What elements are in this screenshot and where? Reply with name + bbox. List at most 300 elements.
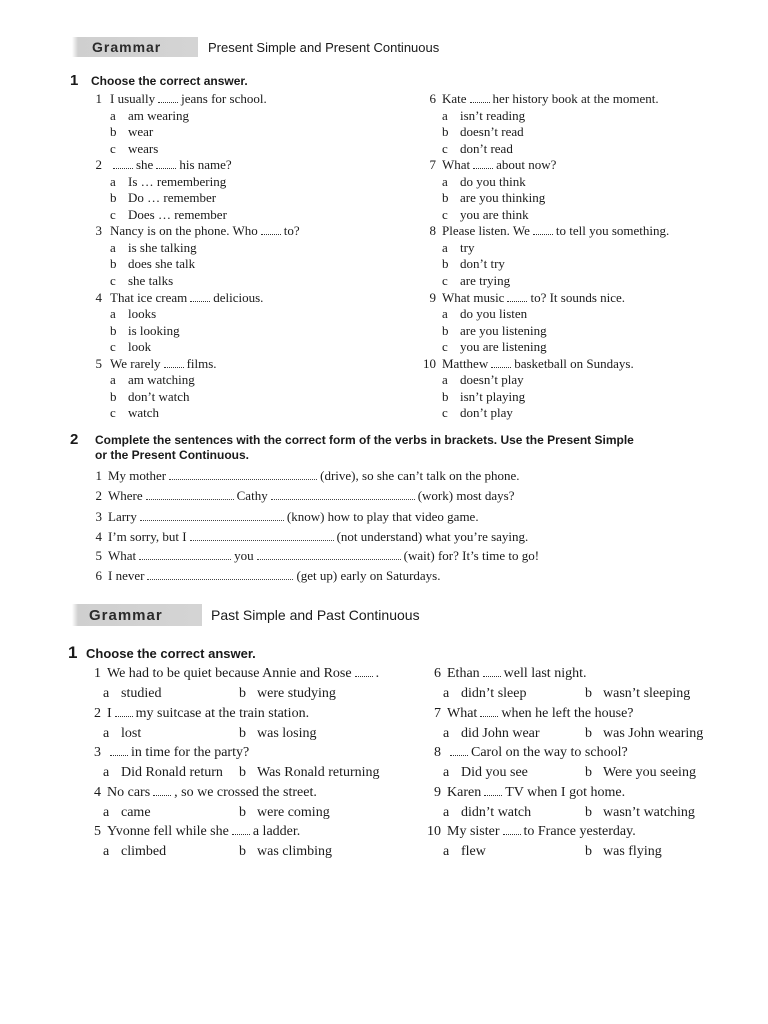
question-stem <box>447 824 636 840</box>
question-stem <box>107 706 309 722</box>
question-text: Ethan <box>447 666 480 681</box>
option-letter: b <box>585 686 592 701</box>
option-letter: b <box>585 804 592 820</box>
question-text: We rarely <box>110 355 161 371</box>
option-text: climbed <box>121 844 167 859</box>
option-letter: b <box>442 388 449 404</box>
option-text: watch <box>128 405 160 421</box>
question-text: What <box>447 705 478 721</box>
option-text: flew <box>461 844 486 859</box>
question-stem <box>110 157 232 174</box>
answer-option-b[interactable] <box>442 256 505 273</box>
answer-option-b[interactable] <box>239 805 330 821</box>
answer-blank[interactable] <box>164 357 184 368</box>
answer-option-a[interactable] <box>110 240 197 257</box>
question-number: 7 <box>429 157 436 173</box>
option-letter: c <box>442 272 448 288</box>
question-text: her history book at the moment. <box>492 91 659 106</box>
answer-option-a[interactable] <box>110 372 195 389</box>
answer-option-b[interactable] <box>110 190 216 207</box>
option-letter: c <box>442 339 448 355</box>
question-number: 9 <box>429 289 436 305</box>
option-letter: b <box>110 124 117 139</box>
answer-option-c[interactable] <box>442 405 513 422</box>
question-number: 7 <box>434 705 441 721</box>
option-text: do you think <box>460 173 526 189</box>
option-letter: a <box>103 725 110 741</box>
option-text: she talks <box>128 272 174 288</box>
option-text: was John wearing <box>603 725 704 741</box>
answer-blank[interactable] <box>232 824 250 835</box>
answer-option-b[interactable] <box>585 686 690 702</box>
option-text: is she talking <box>128 239 197 255</box>
question-text: Carol on the way to school? <box>471 745 628 760</box>
sentence-text: (work) most days? <box>417 488 515 503</box>
option-text: wear <box>128 124 154 139</box>
answer-option-a[interactable] <box>110 174 226 191</box>
sentence-text: (know) how to play that video game. <box>286 509 479 524</box>
option-text: don’t watch <box>128 388 190 404</box>
grammar-tab <box>72 604 202 626</box>
exercise-number: 1 <box>70 72 79 89</box>
question-stem <box>442 356 634 373</box>
option-letter: a <box>110 372 116 388</box>
answer-option-c[interactable] <box>110 339 151 356</box>
option-text: are you thinking <box>460 190 546 206</box>
option-text: wasn’t sleeping <box>603 686 691 701</box>
question-text: . <box>375 666 380 681</box>
answer-blank[interactable] <box>139 549 231 560</box>
question-number: 5 <box>95 355 102 371</box>
question-stem <box>447 745 628 761</box>
question-stem <box>110 223 300 240</box>
option-text: were studying <box>257 686 336 701</box>
option-text: didn’t sleep <box>461 686 527 701</box>
option-text: didn’t watch <box>461 804 532 820</box>
option-text: isn’t reading <box>460 107 526 123</box>
question-text: when he left the house? <box>501 705 634 721</box>
answer-option-c[interactable] <box>442 207 529 224</box>
option-letter: a <box>103 844 110 859</box>
option-letter: a <box>442 107 448 123</box>
question-stem <box>442 91 659 108</box>
answer-blank[interactable] <box>470 92 490 103</box>
option-letter: b <box>585 844 592 859</box>
option-text: don’t read <box>460 140 513 156</box>
answer-option-b[interactable] <box>239 765 380 781</box>
option-letter: b <box>239 765 246 780</box>
answer-option-a[interactable] <box>103 805 151 821</box>
answer-option-a[interactable] <box>442 240 474 257</box>
option-text: is looking <box>128 322 180 338</box>
answer-blank[interactable] <box>491 357 511 368</box>
question-stem <box>110 91 267 108</box>
sentence-text: Cathy <box>236 488 268 503</box>
sentence-text: I’m sorry, but I <box>108 529 187 544</box>
option-text: were coming <box>257 804 330 820</box>
question-number: 3 <box>94 745 101 760</box>
sentence-row <box>88 546 539 566</box>
sentence-number: 1 <box>95 468 102 483</box>
question-stem <box>107 785 317 801</box>
answer-blank[interactable] <box>110 745 128 756</box>
answer-option-a[interactable] <box>442 174 526 191</box>
question-number: 2 <box>94 705 101 721</box>
answer-blank[interactable] <box>533 224 553 235</box>
sentence-text: (drive), so she can’t talk on the phone. <box>320 468 520 483</box>
option-text: was flying <box>603 844 662 859</box>
answer-option-a[interactable] <box>103 686 161 702</box>
answer-blank[interactable] <box>261 224 281 235</box>
option-text: was losing <box>257 725 317 741</box>
answer-blank[interactable] <box>190 530 334 541</box>
answer-option-a[interactable] <box>443 805 531 821</box>
answer-blank[interactable] <box>257 549 401 560</box>
sentence-row <box>88 466 520 486</box>
answer-option-b[interactable] <box>239 726 317 742</box>
question-stem <box>447 706 634 722</box>
question-text: to France yesterday. <box>523 824 636 839</box>
option-letter: c <box>110 206 116 222</box>
question-text: That ice cream <box>110 289 188 305</box>
question-text: Please listen. We <box>442 223 530 239</box>
option-letter: c <box>442 206 448 222</box>
answer-option-b[interactable] <box>585 805 695 821</box>
option-letter: c <box>110 140 116 156</box>
answer-option-a[interactable] <box>110 306 156 323</box>
option-letter: a <box>442 372 448 388</box>
question-text: delicious. <box>213 289 264 305</box>
option-letter: b <box>239 725 246 741</box>
question-number: 1 <box>95 91 102 106</box>
option-letter: a <box>443 725 450 741</box>
answer-option-a[interactable] <box>103 726 141 742</box>
question-text: Matthew <box>442 355 489 371</box>
sentence-text: (get up) early on Saturdays. <box>296 568 441 583</box>
answer-option-a[interactable] <box>442 372 524 389</box>
option-letter: a <box>103 765 110 780</box>
option-text: are you listening <box>460 322 547 338</box>
answer-option-a[interactable] <box>442 108 525 125</box>
option-text: studied <box>121 686 162 701</box>
answer-option-b[interactable] <box>442 124 524 141</box>
question-text: films. <box>186 355 217 371</box>
exercise-instruction-line2: or the Present Continuous. <box>95 448 250 462</box>
exercise-number: 1 <box>68 643 78 662</box>
answer-option-c[interactable] <box>442 273 510 290</box>
answer-option-b[interactable] <box>585 844 662 860</box>
option-text: do you listen <box>460 306 528 322</box>
question-stem <box>110 290 263 307</box>
question-stem <box>442 223 669 240</box>
option-text: isn’t playing <box>460 388 526 404</box>
option-text: you are listening <box>460 339 547 355</box>
option-text: Did Ronald return <box>121 765 223 780</box>
grammar-tab <box>72 37 198 57</box>
question-text: my suitcase at the train station. <box>135 705 310 721</box>
answer-option-c[interactable] <box>110 141 158 158</box>
option-letter: a <box>442 173 448 189</box>
option-letter: b <box>442 256 449 272</box>
answer-option-c[interactable] <box>110 207 227 224</box>
option-letter: b <box>239 804 246 820</box>
option-text: looks <box>128 306 157 322</box>
answer-option-b[interactable] <box>110 323 180 340</box>
grammar-tab-label: Grammar <box>92 39 162 55</box>
exercise-number: 2 <box>70 431 79 448</box>
question-number: 4 <box>94 784 101 800</box>
answer-option-b[interactable] <box>585 726 703 742</box>
sentence-text: Larry <box>108 509 137 524</box>
question-text: about now? <box>496 157 557 173</box>
question-stem <box>107 666 379 682</box>
option-letter: b <box>585 765 592 780</box>
question-number: 9 <box>434 784 441 800</box>
sentence-text: (wait) for? It’s time to go! <box>403 548 540 563</box>
question-text: in time for the party? <box>131 745 250 760</box>
sentence-text: you <box>234 548 254 563</box>
question-number: 3 <box>95 223 102 239</box>
answer-blank[interactable] <box>480 706 498 717</box>
answer-option-a[interactable] <box>103 844 166 860</box>
sentence-row <box>88 486 514 506</box>
exercise-2-heading <box>70 431 710 465</box>
sentence-text: What <box>108 548 137 563</box>
option-letter: c <box>110 339 116 355</box>
answer-option-a[interactable] <box>443 686 526 702</box>
option-text: don’t play <box>460 405 513 421</box>
answer-option-c[interactable] <box>442 339 547 356</box>
question-stem <box>447 666 586 682</box>
sentence-text: (not understand) what you’re saying. <box>336 529 529 544</box>
answer-option-b[interactable] <box>442 190 545 207</box>
sentence-number: 5 <box>95 548 102 563</box>
question-number: 10 <box>427 824 441 839</box>
answer-blank[interactable] <box>115 706 133 717</box>
option-text: don’t try <box>460 256 505 272</box>
option-letter: c <box>110 405 116 421</box>
option-letter: a <box>110 239 116 255</box>
exercise-heading <box>68 643 668 663</box>
answer-option-c[interactable] <box>442 141 513 158</box>
question-text: basketball on Sundays. <box>514 355 634 371</box>
answer-blank[interactable] <box>507 291 527 302</box>
answer-blank[interactable] <box>484 785 502 796</box>
question-stem <box>442 157 556 174</box>
option-letter: b <box>239 686 246 701</box>
option-text: am watching <box>128 372 195 388</box>
question-text: No cars <box>107 784 151 800</box>
question-text: What <box>442 157 471 173</box>
option-text: you are think <box>460 206 529 222</box>
option-text: try <box>460 239 475 255</box>
option-letter: b <box>110 388 117 404</box>
option-letter: c <box>442 140 448 156</box>
question-number: 10 <box>423 355 436 371</box>
option-text: wears <box>128 140 159 156</box>
answer-option-b[interactable] <box>442 323 547 340</box>
question-text: to? It sounds nice. <box>530 289 626 305</box>
option-letter: a <box>443 765 450 780</box>
question-stem <box>107 824 300 840</box>
question-text: to tell you something. <box>555 223 670 239</box>
answer-blank[interactable] <box>140 510 284 521</box>
section-topic: Past Simple and Past Continuous <box>211 607 420 623</box>
question-text: Kate <box>442 91 467 106</box>
question-text: a ladder. <box>252 824 301 839</box>
answer-blank[interactable] <box>113 158 133 169</box>
option-text: Do … remember <box>128 190 217 206</box>
answer-blank[interactable] <box>153 785 171 796</box>
question-text: jeans for school. <box>181 91 267 106</box>
option-text: are trying <box>460 272 511 288</box>
option-letter: a <box>442 306 448 322</box>
sentence-text: Where <box>108 488 143 503</box>
option-letter: b <box>442 190 449 206</box>
answer-option-b[interactable] <box>442 389 525 406</box>
option-letter: a <box>442 239 448 255</box>
option-text: doesn’t play <box>460 372 524 388</box>
sentence-row <box>88 507 479 527</box>
answer-option-b[interactable] <box>110 124 153 141</box>
sentence-number: 6 <box>95 568 102 583</box>
option-letter: a <box>443 686 450 701</box>
option-letter: a <box>110 306 116 322</box>
answer-blank[interactable] <box>146 489 234 500</box>
question-stem <box>447 785 625 801</box>
sentence-row <box>88 566 441 586</box>
answer-blank[interactable] <box>503 824 521 835</box>
question-text: What music <box>442 289 505 305</box>
option-text: did John wear <box>461 725 540 741</box>
answer-option-c[interactable] <box>110 405 159 422</box>
exercise-instruction: Choose the correct answer. <box>86 646 256 661</box>
option-text: Did you see <box>461 765 528 780</box>
question-number: 8 <box>429 223 436 239</box>
option-letter: a <box>443 804 450 820</box>
question-text: she <box>136 157 154 173</box>
answer-option-a[interactable] <box>443 726 540 742</box>
answer-blank[interactable] <box>147 569 293 580</box>
question-text: Karen <box>447 784 482 800</box>
option-letter: b <box>442 322 449 338</box>
option-letter: c <box>442 405 448 421</box>
option-letter: a <box>443 844 450 859</box>
option-text: Was Ronald returning <box>257 765 380 780</box>
sentence-number: 2 <box>95 488 102 503</box>
question-number: 4 <box>95 289 102 305</box>
sentence-text: My mother <box>108 468 167 483</box>
answer-option-c[interactable] <box>110 273 173 290</box>
option-letter: b <box>442 124 449 139</box>
answer-blank[interactable] <box>169 469 317 480</box>
option-letter: b <box>110 256 117 272</box>
answer-blank[interactable] <box>190 291 210 302</box>
answer-option-b[interactable] <box>239 686 336 702</box>
answer-blank[interactable] <box>473 158 493 169</box>
option-letter: b <box>110 190 117 206</box>
option-letter: b <box>110 322 117 338</box>
question-text: TV when I got home. <box>505 784 626 800</box>
answer-option-a[interactable] <box>442 306 527 323</box>
section-header-past <box>72 604 420 626</box>
question-number: 6 <box>429 91 436 106</box>
answer-option-b[interactable] <box>110 256 195 273</box>
question-text: We had to be quiet because Annie and Rose <box>107 666 352 681</box>
question-text: well last night. <box>503 666 587 681</box>
question-text: I <box>107 705 112 721</box>
exercise-instruction: Choose the correct answer. <box>91 74 248 88</box>
option-text: lost <box>121 725 142 741</box>
option-letter: b <box>585 725 592 741</box>
question-text: I usually <box>110 91 156 106</box>
question-number: 2 <box>95 157 102 173</box>
question-number: 6 <box>434 666 441 681</box>
answer-blank[interactable] <box>156 158 176 169</box>
answer-option-b[interactable] <box>110 389 190 406</box>
sentence-row <box>88 527 528 547</box>
question-number: 1 <box>94 666 101 681</box>
question-stem <box>110 356 217 373</box>
option-text: Were you seeing <box>603 765 696 780</box>
exercise-heading <box>70 72 670 90</box>
option-text: came <box>121 804 151 820</box>
answer-option-a[interactable] <box>443 765 528 781</box>
answer-option-b[interactable] <box>239 844 332 860</box>
option-text: Does … remember <box>128 206 227 222</box>
sentence-number: 3 <box>95 509 102 524</box>
option-text: was climbing <box>257 844 333 859</box>
question-text: his name? <box>179 157 232 173</box>
answer-option-b[interactable] <box>585 765 696 781</box>
answer-option-a[interactable] <box>443 844 486 860</box>
answer-blank[interactable] <box>355 666 373 677</box>
sentence-number: 4 <box>95 529 102 544</box>
question-text: Nancy is on the phone. Who <box>110 223 258 239</box>
question-number: 5 <box>94 824 101 839</box>
question-text: Yvonne fell while she <box>107 824 229 839</box>
question-stem <box>442 290 625 307</box>
option-text: doesn’t read <box>460 124 524 139</box>
answer-blank[interactable] <box>483 666 501 677</box>
option-text: look <box>128 339 152 355</box>
sentence-text: I never <box>108 568 145 583</box>
option-text: does she talk <box>128 256 196 272</box>
section-header-present <box>72 37 439 57</box>
option-letter: a <box>110 173 116 189</box>
section-topic: Present Simple and Present Continuous <box>208 39 440 55</box>
option-text: wasn’t watching <box>603 804 695 820</box>
exercise-instruction-line1: Complete the sentences with the correct form of the verbs in brackets. Use the Present Simple <box>95 433 634 447</box>
answer-blank[interactable] <box>271 489 415 500</box>
option-letter: a <box>110 107 116 123</box>
question-text: My sister <box>447 824 500 839</box>
answer-blank[interactable] <box>450 745 468 756</box>
option-text: Is … remembering <box>128 173 227 189</box>
question-text: to? <box>283 223 300 239</box>
option-text: am wearing <box>128 107 190 123</box>
answer-blank[interactable] <box>158 92 178 103</box>
option-letter: c <box>110 272 116 288</box>
option-letter: a <box>103 804 110 820</box>
question-stem <box>107 745 249 761</box>
grammar-tab-label: Grammar <box>89 606 163 624</box>
answer-option-a[interactable] <box>110 108 189 125</box>
option-letter: a <box>103 686 110 701</box>
question-text: , so we crossed the street. <box>174 784 317 800</box>
answer-option-a[interactable] <box>103 765 223 781</box>
question-number: 8 <box>434 745 441 760</box>
